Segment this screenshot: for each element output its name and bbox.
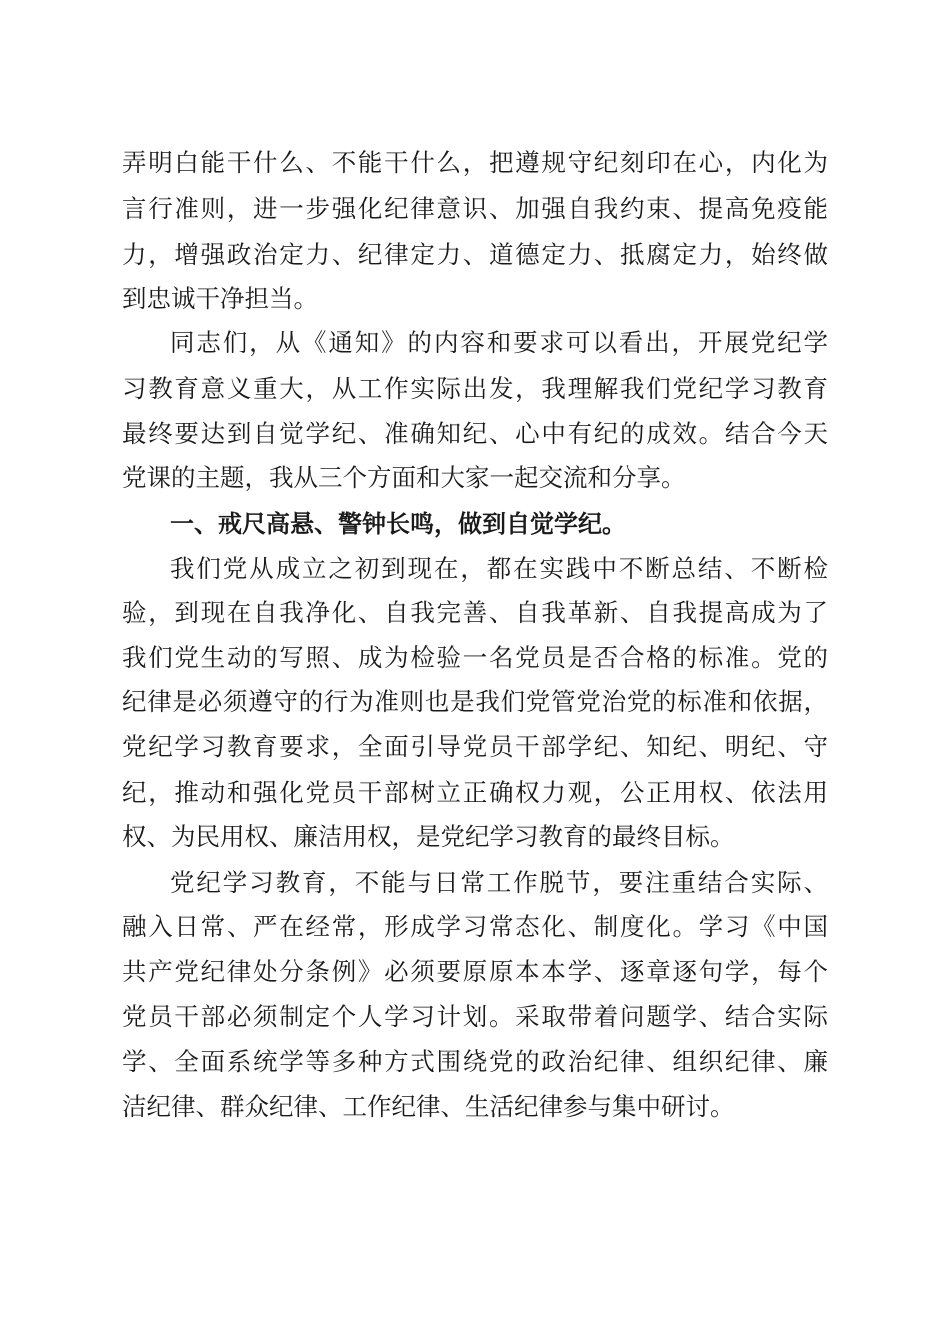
paragraph-line: 验，到现在自我净化、自我完善、自我革新、自我提高成为了 xyxy=(122,598,828,627)
paragraph-line: 纪律是必须遵守的行为准则也是我们党管党治党的标准和依据， xyxy=(122,687,828,716)
paragraph-line: 言行准则，进一步强化纪律意识、加强自我约束、提高免疫能 xyxy=(122,194,828,223)
paragraph-line: 洁纪律、群众纪律、工作纪律、生活纪律参与集中研讨。 xyxy=(122,1092,735,1121)
paragraph-line: 共产党纪律处分条例》必须要原原本本学、逐章逐句学，每个 xyxy=(122,957,828,986)
paragraph-line: 党纪学习教育，不能与日常工作脱节，要注重结合实际、 xyxy=(170,868,828,897)
paragraph-line: 最终要达到自觉学纪、准确知纪、心中有纪的成效。结合今天 xyxy=(122,419,828,448)
paragraph-line: 学、全面系统学等多种方式围绕党的政治纪律、组织纪律、廉 xyxy=(122,1047,828,1076)
paragraph-line: 我们党生动的写照、成为检验一名党员是否合格的标准。党的 xyxy=(122,643,828,672)
paragraph-line: 党纪学习教育要求，全面引导党员干部学纪、知纪、明纪、守 xyxy=(122,732,828,761)
paragraph-line: 党课的主题，我从三个方面和大家一起交流和分享。 xyxy=(122,463,686,492)
paragraph-line: 权、为民用权、廉洁用权，是党纪学习教育的最终目标。 xyxy=(122,822,735,851)
paragraph-line: 党员干部必须制定个人学习计划。采取带着问题学、结合实际 xyxy=(122,1002,828,1031)
paragraph-line: 力，增强政治定力、纪律定力、道德定力、抵腐定力，始终做 xyxy=(122,240,828,269)
paragraph-line: 习教育意义重大，从工作实际出发，我理解我们党纪学习教育 xyxy=(122,374,828,403)
paragraph-line: 融入日常、严在经常，形成学习常态化、制度化。学习《中国 xyxy=(122,912,828,941)
section-heading: 一、戒尺高悬、警钟长鸣，做到自觉学纪。 xyxy=(170,510,626,538)
paragraph-line: 弄明白能干什么、不能干什么，把遵规守纪刻印在心，内化为 xyxy=(122,148,828,177)
paragraph-line: 我们党从成立之初到现在，都在实践中不断总结、不断检 xyxy=(170,554,828,583)
paragraph-line: 纪，推动和强化党员干部树立正确权力观，公正用权、依法用 xyxy=(122,778,828,807)
paragraph-line: 同志们，从《通知》的内容和要求可以看出，开展党纪学 xyxy=(170,328,828,357)
paragraph-line: 到忠诚干净担当。 xyxy=(122,284,318,313)
